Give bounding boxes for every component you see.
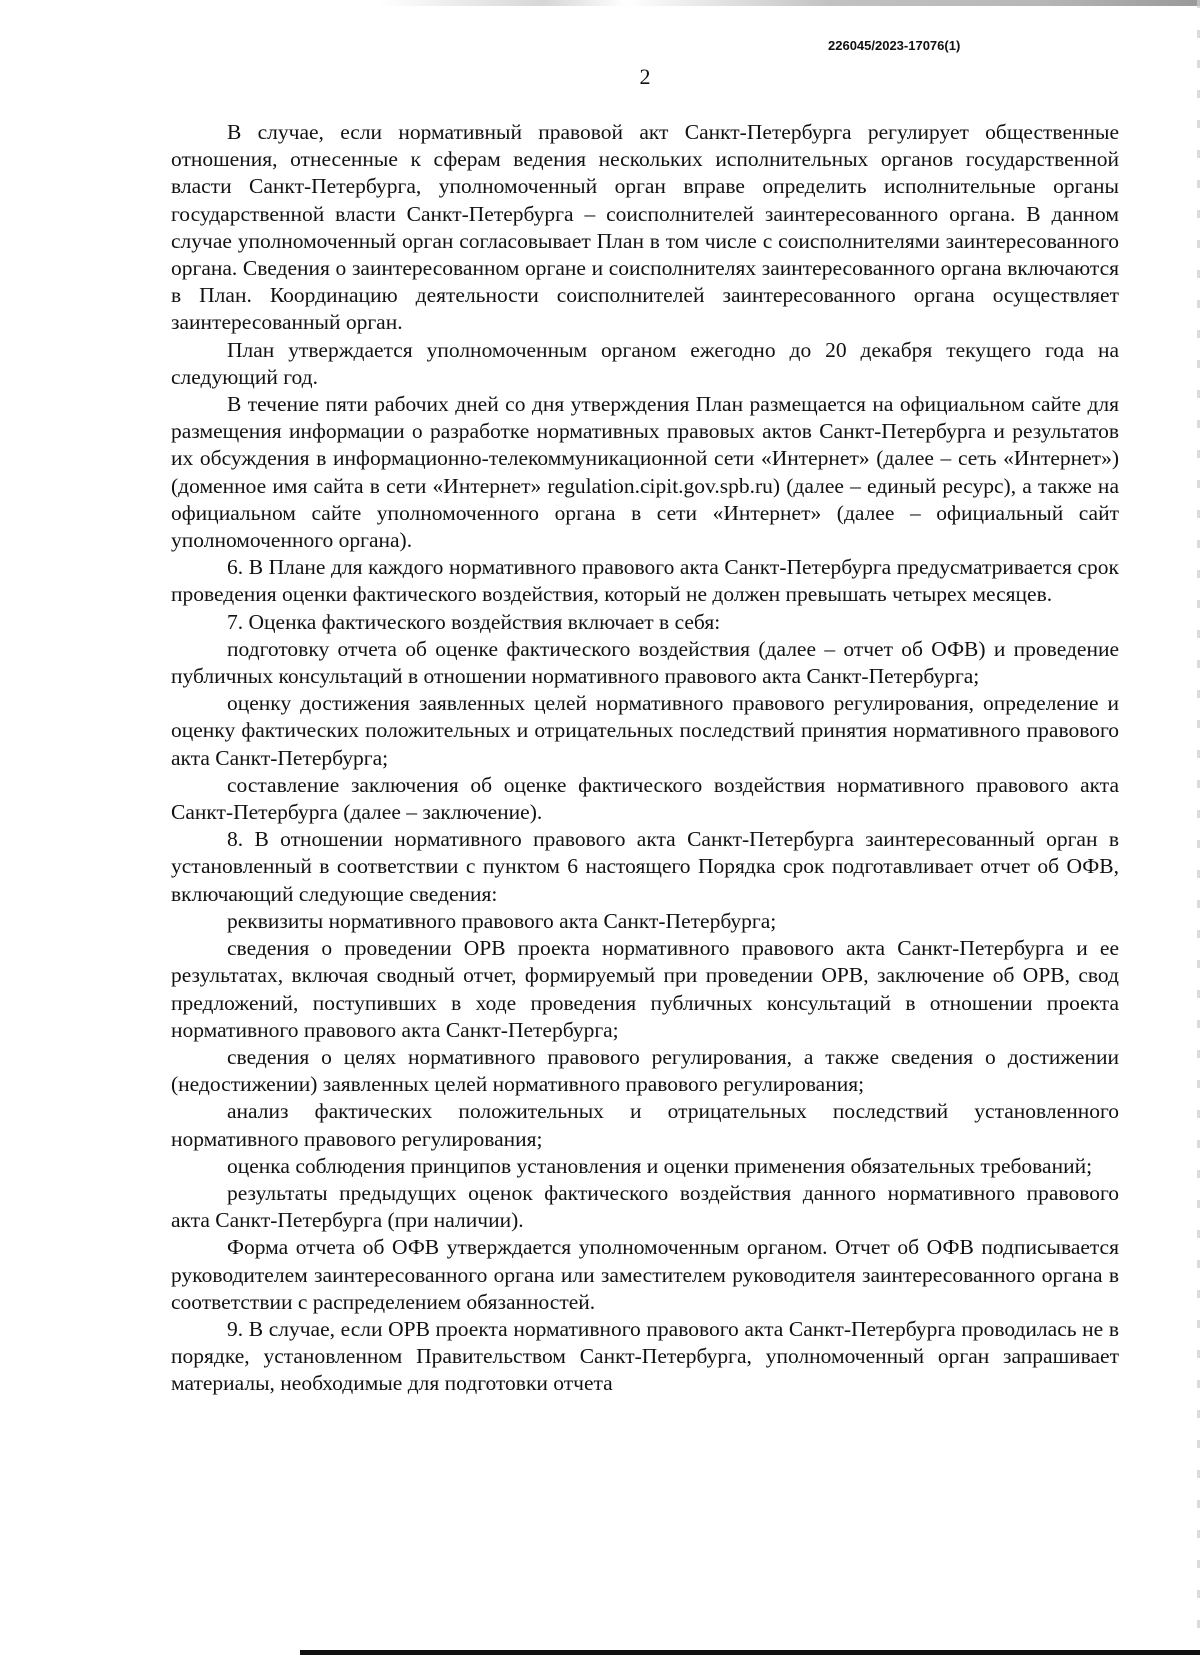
paragraph: сведения о целях нормативного правового регулирования, а также сведения о достижении (недостижении) заявленных целей нормативного правового регулирования; (171, 1044, 1119, 1097)
paragraph: составление заключения об оценке фактического воздействия нормативного правового акта Санкт-Петербурга (далее – заключение). (171, 772, 1119, 825)
paragraph: анализ фактических положительных и отрицательных последствий установленного нормативного правового регулирования; (171, 1099, 1119, 1151)
scan-artifact-bottom (300, 1650, 1200, 1655)
paragraph: В случае, если нормативный правовой акт Санкт-Петербурга регулирует общественные отношения, отнесенные к сферам ведения нескольких исполнительных органов государственной власти Санкт-Петербурга, уполномоченный орган вправе определить исполнительные органы государственной власти Санкт-Петербурга – соисполнителей заинтересованного органа. В данном случае уполномоченный орган согласовывает План в том числе с соисполнителями заинтересованного органа. Сведения о заинтересованном органе и соисполнителях заинтересованного органа включаются в План. Координацию деятельности соисполнителей заинтересованного органа осуществляет заинтересованный орган. (171, 120, 1119, 335)
paragraph: 9. В случае, если ОРВ проекта нормативного правового акта Санкт-Петербурга проводилась не в порядке, установленном Правительством Санкт-Петербурга, уполномоченный орган запрашивает материалы, необходимые для подготовки отчета (171, 1316, 1119, 1396)
paragraph: оценку достижения заявленных целей нормативного правового регулирования, определение и оценку фактических положительных и отрицательных последствий принятия нормативного правового акта Санкт-Петербурга; (171, 691, 1119, 770)
paragraph: сведения о проведении ОРВ проекта нормативного правового акта Санкт-Петербурга и ее результатах, включая сводный отчет, формируемый при проведении ОРВ, заключение об ОРВ, свод предложений, поступивших в ходе проведения публичных консультаций в отношении проекта нормативного правового акта Санкт-Петербурга; (171, 936, 1119, 1042)
paragraph: 6. В Плане для каждого нормативного правового акта Санкт-Петербурга предусматривается срок проведения оценки фактического воздействия, который не должен превышать четырех месяцев. (171, 555, 1119, 607)
paragraph: оценка соблюдения принципов установления и оценки применения обязательных требований; (227, 1153, 1093, 1178)
paragraph: План утверждается уполномоченным органом ежегодно до 20 декабря текущего года на следующий год. (171, 337, 1119, 389)
paragraph: 8. В отношении нормативного правового акта Санкт-Петербурга заинтересованный орган в установленный в соответствии с пунктом 6 настоящего Порядка срок подготавливает отчет об ОФВ, включающий следующие сведения: (171, 827, 1119, 906)
paragraph: реквизиты нормативного правового акта Санкт-Петербурга; (227, 908, 777, 933)
page-number: 2 (639, 64, 651, 89)
scan-artifact-top (380, 0, 1200, 6)
document-body (171, 119, 1119, 1398)
document-id: 226045/2023-17076(1) (828, 38, 961, 53)
paragraph: Форма отчета об ОФВ утверждается уполномоченным органом. Отчет об ОФВ подписывается руководителем заинтересованного органа или заместителем руководителя заинтересованного органа в соответствии с распределением обязанностей. (171, 1235, 1119, 1314)
paragraph: подготовку отчета об оценке фактического воздействия (далее – отчет об ОФВ) и проведение публичных консультаций в отношении нормативного правового акта Санкт-Петербурга; (171, 636, 1119, 689)
paragraph: 7. Оценка фактического воздействия включает в себя: (227, 609, 721, 634)
paragraph: результаты предыдущих оценок фактического воздействия данного нормативного правового акта Санкт-Петербурга (при наличии). (171, 1180, 1119, 1233)
paragraph: В течение пяти рабочих дней со дня утверждения План размещается на официальном сайте для размещения информации о разработке нормативных правовых актов Санкт-Петербурга и результатов их обсуждения в информационно-телекоммуникационной сети «Интернет» (далее – сеть «Интернет») (доменное имя сайта в сети «Интернет» regulation.cipit.gov.spb.ru) (далее – единый ресурс), а также на официальном сайте уполномоченного органа в сети «Интернет» (далее – официальный сайт уполномоченного органа). (171, 392, 1119, 553)
